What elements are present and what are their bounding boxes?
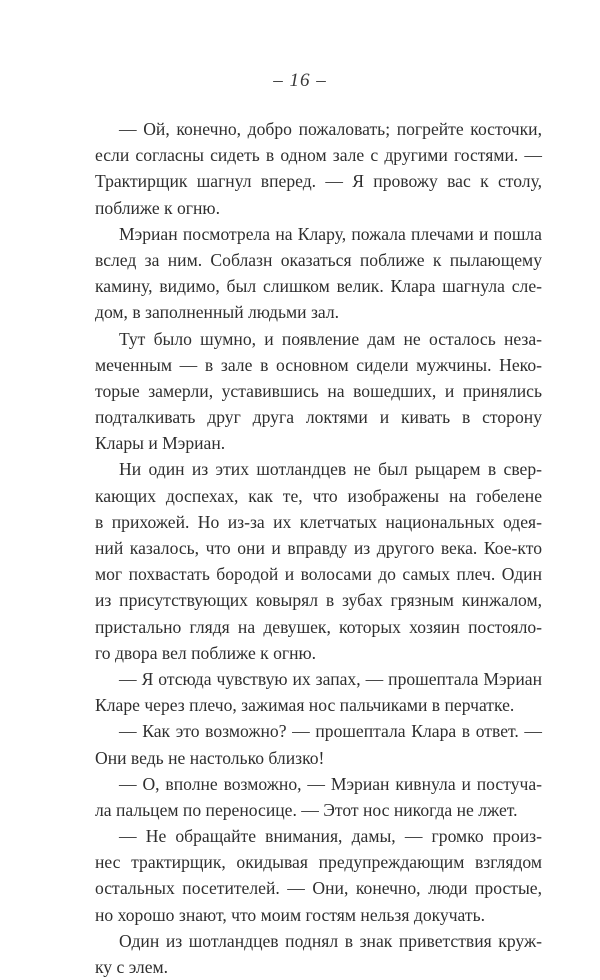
text-line: но хорошо знают, что моим гостям нельзя докучать. [95,904,486,925]
text-line: из присутствующих ковырял в зубах грязным кинжалом, [95,590,542,611]
text-line: нес трактирщик, окидывая предупреждающим взглядом [95,852,542,873]
text-line: Клары и Мэриан. [95,433,226,454]
text-line: — Не обращайте внимания, дамы, — громко произ- [119,826,542,847]
text-line: го двора вел поближе к огню. [95,642,317,663]
text-line: Тут было шумно, и появление дам не осталось неза- [119,328,542,349]
text-line: дом, в заполненный людьми зал. [95,302,340,323]
text-line: — О, вполне возможно, — Мэриан кивнула и постуча- [119,773,542,794]
text-line: меченным — в зале в основном сидели мужчины. Неко- [95,354,542,375]
text-line: — Я отсюда чувствую их запах, — прошептала Мэриан [119,668,542,689]
text-line: камину, видимо, был слишком велик. Клара шагнула сле- [95,276,542,297]
text-line: — Как это возможно? — прошептала Клара в ответ. — [119,721,542,742]
text-line: торые замерли, уставившись на вошедших, и принялись [95,380,542,401]
text-line: поближе к огню. [95,197,220,218]
text-line: Трактирщик шагнул вперед. — Я провожу вас к столу, [95,171,542,192]
text-line: Ни один из этих шотландцев не был рыцарем в свер- [119,459,542,480]
text-line: Они ведь не настолько близко! [95,747,325,768]
text-line: в прихожей. Но из-за их клетчатых национальных одея- [95,511,542,532]
text-line: мог похвастать бородой и волосами до самых плеч. Один [95,564,542,585]
text-line: — Ой, конечно, добро пожаловать; погрейте косточки, [119,119,542,139]
text-line: Мэриан посмотрела на Клару, пожала плечами и пошла [119,223,542,244]
text-line: подталкивать друг друга локтями и кивать в сторону [95,407,542,428]
text-line: ку с элем. [95,957,169,977]
text-line: вслед за ним. Соблазн оказаться поближе к пылающему [95,249,542,270]
text-line: Один из шотландцев поднял в знак приветствия круж- [119,930,542,951]
text-line: Кларе через плечо, зажимая нос пальчиками в перчатке. [95,695,515,716]
text-line: ний казалось, что они и вправду из другого века. Кое-кто [95,538,542,558]
text-line: кающих доспехах, как те, что изображены на гобелене [95,485,542,506]
text-line: ла пальцем по переносице. — Этот нос никогда не лжет. [95,799,518,820]
text-line: остальных посетителей. — Они, конечно, люди простые, [95,878,542,899]
page-number: – 16 – [273,70,327,91]
text-line: если согласны сидеть в одном зале с другими гостями. — [95,145,542,166]
body-text [95,116,542,980]
text-line: пристально глядя на девушек, которых хозяин постояло- [95,616,542,637]
